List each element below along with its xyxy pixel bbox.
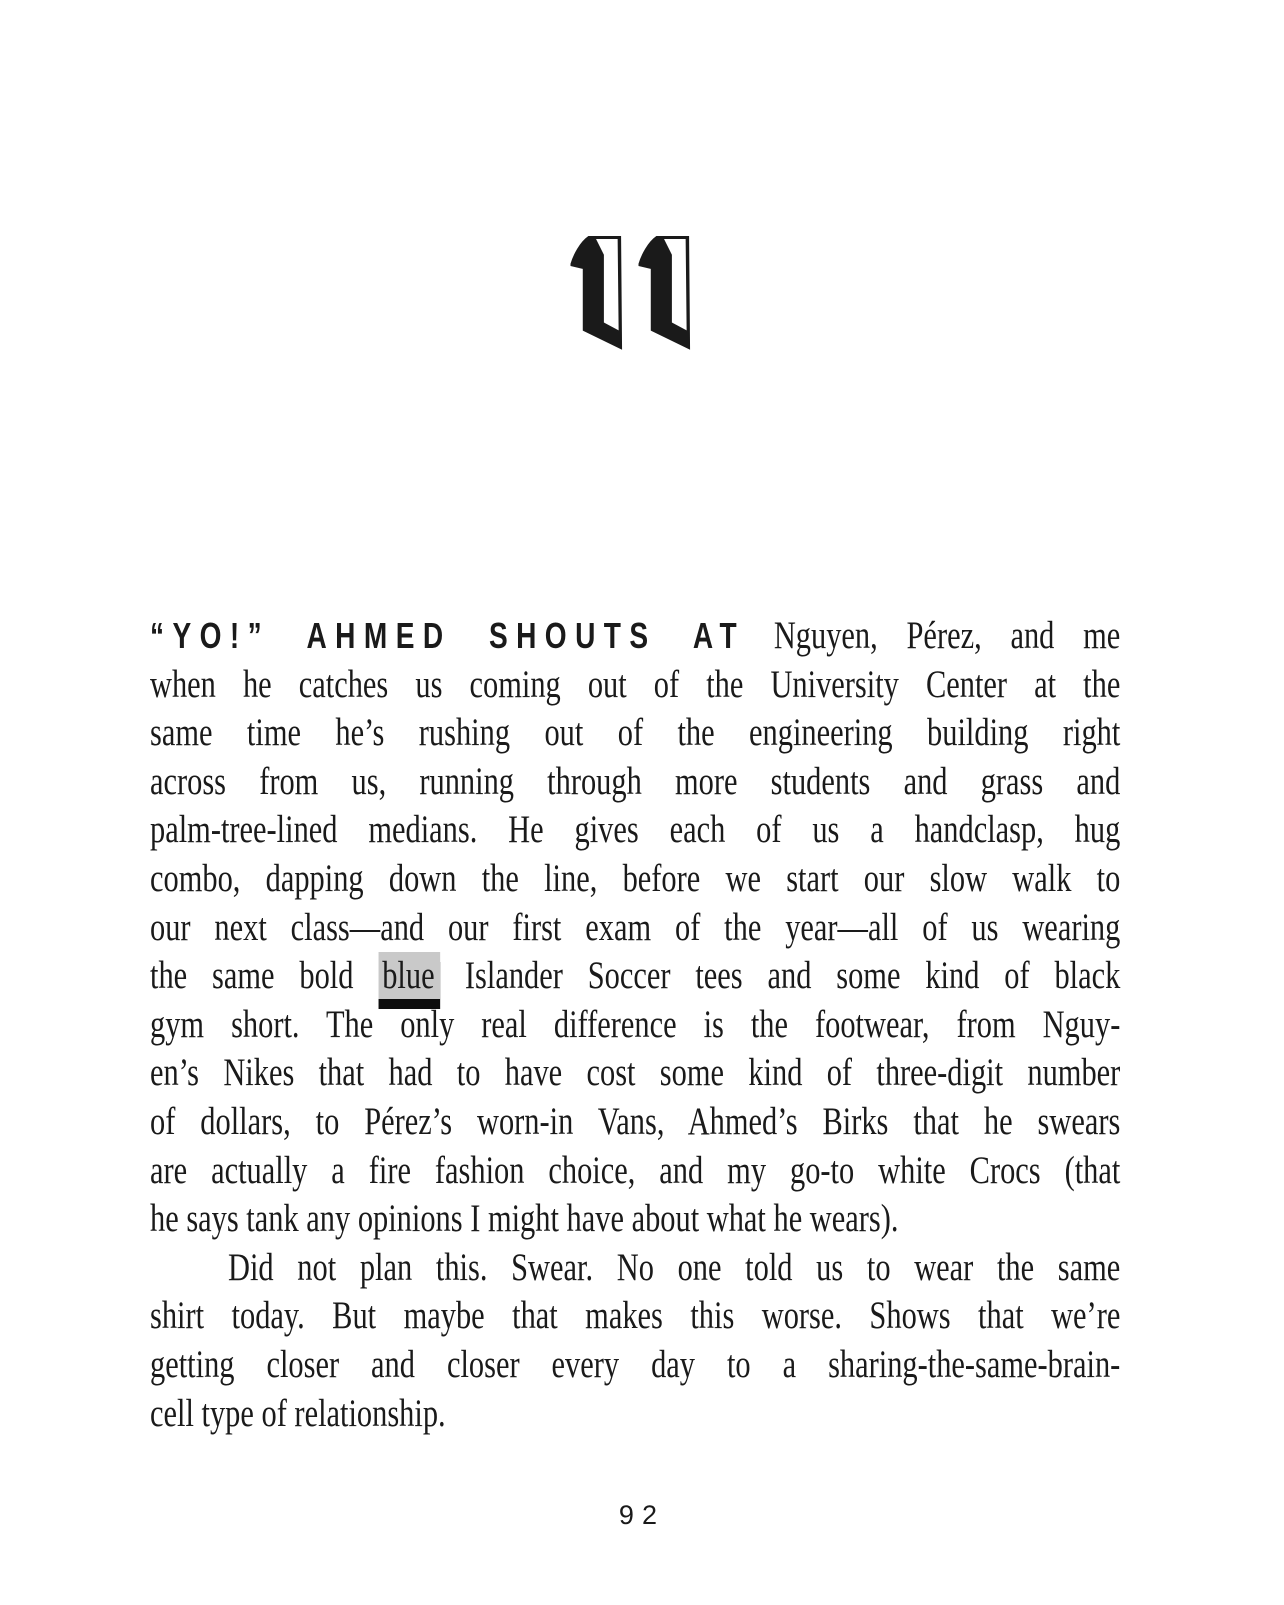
- text-run: across from us, running through more students and grass and: [150, 759, 1121, 803]
- text-line: [150, 1390, 1120, 1439]
- text-line: [150, 1292, 1120, 1341]
- highlighted-word[interactable]: blue: [378, 952, 440, 999]
- text-line: [150, 1147, 1120, 1196]
- chapter-opener-caps: “YO!” AHMED SHOUTS AT: [150, 615, 746, 656]
- text-line: [150, 612, 1120, 661]
- text-run: gym short. The only real difference is the footwear, from Nguy-: [150, 1002, 1121, 1046]
- body-text: [150, 612, 1120, 1438]
- text-run: he says tank any opinions I might have about what he wears).: [150, 1197, 899, 1241]
- text-run: Islander Soccer tees and some kind of black: [440, 954, 1121, 998]
- text-run: cell type of relationship.: [150, 1391, 446, 1435]
- text-run: same time he’s rushing out of the engineering building right: [150, 711, 1121, 755]
- text-line: [150, 1341, 1120, 1390]
- text-run: of dollars, to Pérez’s worn-in Vans, Ahmed’s Birks that he swears: [150, 1099, 1121, 1143]
- text-line: [150, 1001, 1120, 1050]
- text-line: [150, 1195, 1120, 1244]
- text-line: [150, 709, 1120, 758]
- chapter-number: [571, 236, 694, 352]
- chapter-digit-1-icon: [571, 236, 626, 352]
- text-run: are actually a fire fashion choice, and my go-to white Crocs (that: [150, 1148, 1121, 1192]
- text-line: [150, 952, 1120, 1001]
- text-line: [150, 1098, 1120, 1147]
- text-line: [150, 806, 1120, 855]
- text-line: [150, 904, 1120, 953]
- text-run: palm-tree-lined medians. He gives each of us a handclasp, hug: [150, 808, 1121, 852]
- text-line: [150, 1049, 1120, 1098]
- text-run: en’s Nikes that had to have cost some kind of three-digit number: [150, 1051, 1121, 1095]
- text-line: [150, 661, 1120, 710]
- text-run: the same bold: [150, 954, 379, 998]
- text-run: Nguyen, Pérez, and me: [745, 614, 1121, 657]
- text-run: getting closer and closer every day to a sharing-the-same-brain-: [150, 1342, 1121, 1386]
- text-run: combo, dapping down the line, before we start our slow walk to: [150, 856, 1121, 900]
- text-line: [150, 855, 1120, 904]
- text-run: Did not plan this. Swear. No one told us to wear the same: [228, 1245, 1121, 1289]
- text-run: shirt today. But maybe that makes this worse. Shows that we’re: [150, 1294, 1121, 1338]
- text-run: when he catches us coming out of the University Center at the: [150, 662, 1121, 706]
- text-run: our next class—and our first exam of the year—all of us wearing: [150, 905, 1121, 949]
- chapter-digit-1-icon: [639, 236, 694, 352]
- text-line: [150, 1244, 1120, 1293]
- page-number: 92: [618, 1500, 666, 1530]
- text-line: [150, 758, 1120, 807]
